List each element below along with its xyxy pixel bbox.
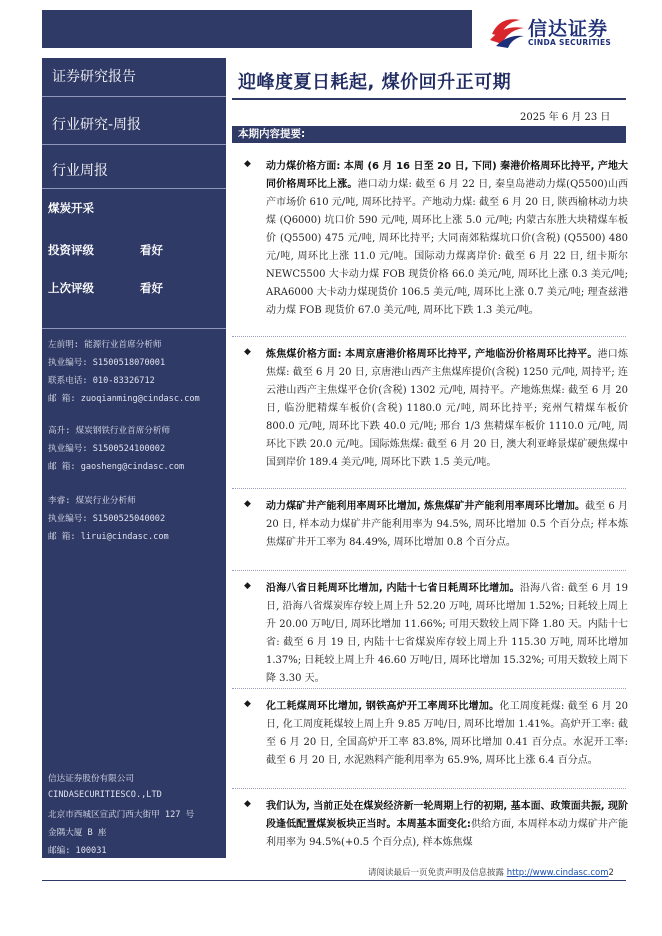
summary-item — [244, 158, 628, 320]
page-title: 迎峰度夏日耗起, 煤价回升正可期 — [238, 72, 512, 93]
analyst-email[interactable]: 邮 箱: lirui@cindasc.com — [48, 532, 169, 542]
item-separator — [232, 688, 626, 689]
sector-name: 煤炭开采 — [48, 201, 94, 215]
diamond-bullet-icon: ◆ — [244, 159, 251, 169]
item-heading: 化工耗煤周环比增加, 钢铁高炉开工率周环比增加。 — [266, 701, 500, 712]
footer-prefix: 请阅读最后一页免责声明及信息披露 — [368, 868, 507, 878]
summary-item — [244, 498, 628, 552]
item-body: 港口炼焦煤: 截至 6 月 20 日, 京唐港山西产主焦煤库提价(含税) 1250 元/吨, 周持平; 连云港山西产主焦煤平仓价(含税) 1302 元/吨, 周持平。产地炼焦煤: 截至 6 月 20 日, 临汾肥精煤车板价(含税) 1180.0 元/吨, 周环比持平; 兖州气精煤车板价 800.0 元/吨, 周环比下跌 40.0 元/吨; 邢台 1/3 焦精煤车板价 1110.0 元/吨, 周环比下跌 20.0 元/吨。国际炼焦煤: 截至 6 月 20 日, 澳大利亚峰景煤矿硬焦煤中国到岸价 189.4 美元/吨, 周环比下跌 1.5 美元/吨。 — [266, 349, 629, 468]
analyst-name: 高升: 煤炭钢铁行业首席分析师 — [48, 426, 171, 436]
analyst-phone: 联系电话: 010-83326712 — [48, 376, 155, 386]
item-heading: 动力煤价格方面: 本周 (6 月 16 日至 20 日, 下同) 秦港价格周环比持平, 产地大同价格周环比上涨。 — [266, 161, 628, 190]
summary-item — [244, 580, 628, 688]
summary-item — [244, 346, 628, 472]
item-body: 港口动力煤: 截至 6 月 22 日, 秦皇岛港动力煤(Q5500)山西产市场价 610 元/吨, 周环比持平。产地动力煤: 截至 6 月 20 日, 陕西榆林动力块煤 (Q6000) 坑口价 590 元/吨, 周环比上涨 5.0 元/吨; 内蒙古东胜大块精煤车板价 (Q5500) 475 元/吨, 周环比持平; 大同南郊粘煤坑口价(含税) (Q5500) 480 元/吨, 周环比上涨 11.0 元/吨。国际动力煤离岸价: 截至 6 月 22 日, 纽卡斯尔 NEWC5500 大卡动力煤 FOB 现货价格 66.0 美元/吨, 周环比上涨 0.3 美元/吨; ARA6000 大卡动力煤现货价 106.5 美元/吨, 周环比上涨 0.7 美元/吨; 理查兹港动力煤 FOB 现货价 67.0 美元/吨, 周环比下跌 1.3 美元/吨。 — [266, 179, 628, 316]
item-separator — [232, 570, 626, 571]
item-body: 截至 6 月 20 日, 样本动力煤矿井产能利用率为 94.5%, 周环比增加 0.5 个百分点; 样本炼焦煤矿井开工率为 84.49%, 周环比增加 0.8 个百分点。 — [266, 501, 628, 548]
report-type: 证券研究报告 — [52, 69, 136, 85]
report-category: 行业研究-周报 — [52, 117, 142, 133]
company-address: 北京市西城区宣武门西大街甲 127 号 — [48, 810, 195, 820]
item-heading: 我们认为, 当前正处在煤炭经济新一轮周期上行的初期, 基本面、政策面共振, 现阶段逢低配置煤炭板块正当时。本周基本面变化: — [266, 801, 628, 830]
footer-rule — [42, 880, 626, 881]
company-logo — [486, 12, 648, 52]
page-number: 2 — [608, 868, 614, 878]
analyst-cert: 执业编号: S1500518070001 — [48, 358, 166, 368]
analyst-email[interactable]: 邮 箱: zuoqianming@cindasc.com — [48, 394, 200, 404]
item-body: 化工周度耗煤: 截至 6 月 20 日, 化工周度耗煤较上周上升 9.85 万吨/日, 周环比增加 1.41%。高炉开工率: 截至 6 月 20 日, 全国高炉开工率 83.8%, 周环比增加 0.41 百分点。水泥开工率: 截至 6 月 20 日, 水泥熟料产能利用率为 65.9%, 周环比上涨 6.4 百分点。 — [266, 701, 629, 766]
rating-value: 看好 — [140, 243, 163, 257]
item-separator — [232, 788, 626, 789]
analyst-email[interactable]: 邮 箱: gaosheng@cindasc.com — [48, 462, 185, 472]
summary-item — [244, 698, 628, 770]
sidebar-divider — [42, 144, 226, 145]
diamond-bullet-icon: ◆ — [244, 347, 251, 357]
analyst-cert: 执业编号: S1500525040002 — [48, 514, 166, 524]
sidebar-divider — [42, 328, 226, 329]
item-separator — [232, 336, 626, 337]
analyst-name: 李睿: 煤炭行业分析师 — [48, 496, 136, 506]
report-subtype: 行业周报 — [52, 163, 108, 179]
company-postcode: 邮编: 100031 — [48, 846, 107, 856]
company-name-cn: 信达证券股份有限公司 — [48, 774, 134, 784]
diamond-bullet-icon: ◆ — [244, 799, 251, 809]
analyst-name: 左前明: 能源行业首席分析师 — [48, 340, 162, 350]
logo-text-en: CINDA SECURITIES — [528, 38, 612, 47]
diamond-bullet-icon: ◆ — [244, 581, 251, 591]
company-address: 金隅大厦 B 座 — [48, 828, 107, 838]
logo-mark-icon — [486, 12, 526, 50]
item-heading: 动力煤矿井产能利用率周环比增加, 炼焦煤矿井产能利用率周环比增加。 — [266, 501, 586, 512]
item-separator — [232, 488, 626, 489]
report-date: 2025 年 6 月 23 日 — [520, 112, 611, 123]
item-heading: 沿海八省日耗周环比增加, 内陆十七省日耗周环比增加。 — [266, 583, 520, 594]
header-band — [42, 10, 472, 48]
logo-text-cn: 信达证券 — [528, 18, 609, 40]
sidebar-divider — [42, 188, 226, 189]
item-heading: 炼焦煤价格方面: 本周京唐港价格周环比持平, 产地临汾价格周环比持平。 — [266, 349, 598, 360]
summary-header: 本期内容提要: — [232, 126, 626, 143]
sidebar-divider — [42, 96, 226, 97]
item-body: 沿海八省: 截至 6 月 19 日, 沿海八省煤炭库存较上周上升 52.20 万吨, 周环比增加 1.52%; 日耗较上周上升 20.00 万吨/日, 周环比增加 11.66%; 可用天数较上周下降 1.80 天。内陆十七省: 截至 6 月 19 日, 内陆十七省煤炭库存较上周上升 115.30 万吨, 周环比增加 1.37%; 日耗较上周上升 46.60 万吨/日, 周环比增加 15.32%; 可用天数较上周下降 3.30 天。 — [266, 583, 629, 684]
item-body: 供给方面, 本周样本动力煤矿井产能利用率为 94.5%(+0.5 个百分点), 样本炼焦煤 — [266, 819, 629, 848]
prev-rating-value: 看好 — [140, 281, 163, 295]
footer-disclaimer — [368, 866, 614, 878]
prev-rating-label: 上次评级 — [48, 281, 94, 295]
company-name-en: CINDASECURITIESCO.,LTD — [48, 790, 162, 800]
rating-label: 投资评级 — [48, 243, 94, 257]
analyst-cert: 执业编号: S1500524100002 — [48, 444, 166, 454]
diamond-bullet-icon: ◆ — [244, 699, 251, 709]
title-rule — [232, 98, 626, 100]
summary-item — [244, 798, 628, 852]
footer-link[interactable]: http://www.cindasc.com — [506, 868, 609, 878]
sidebar — [42, 58, 226, 858]
diamond-bullet-icon: ◆ — [244, 499, 251, 509]
